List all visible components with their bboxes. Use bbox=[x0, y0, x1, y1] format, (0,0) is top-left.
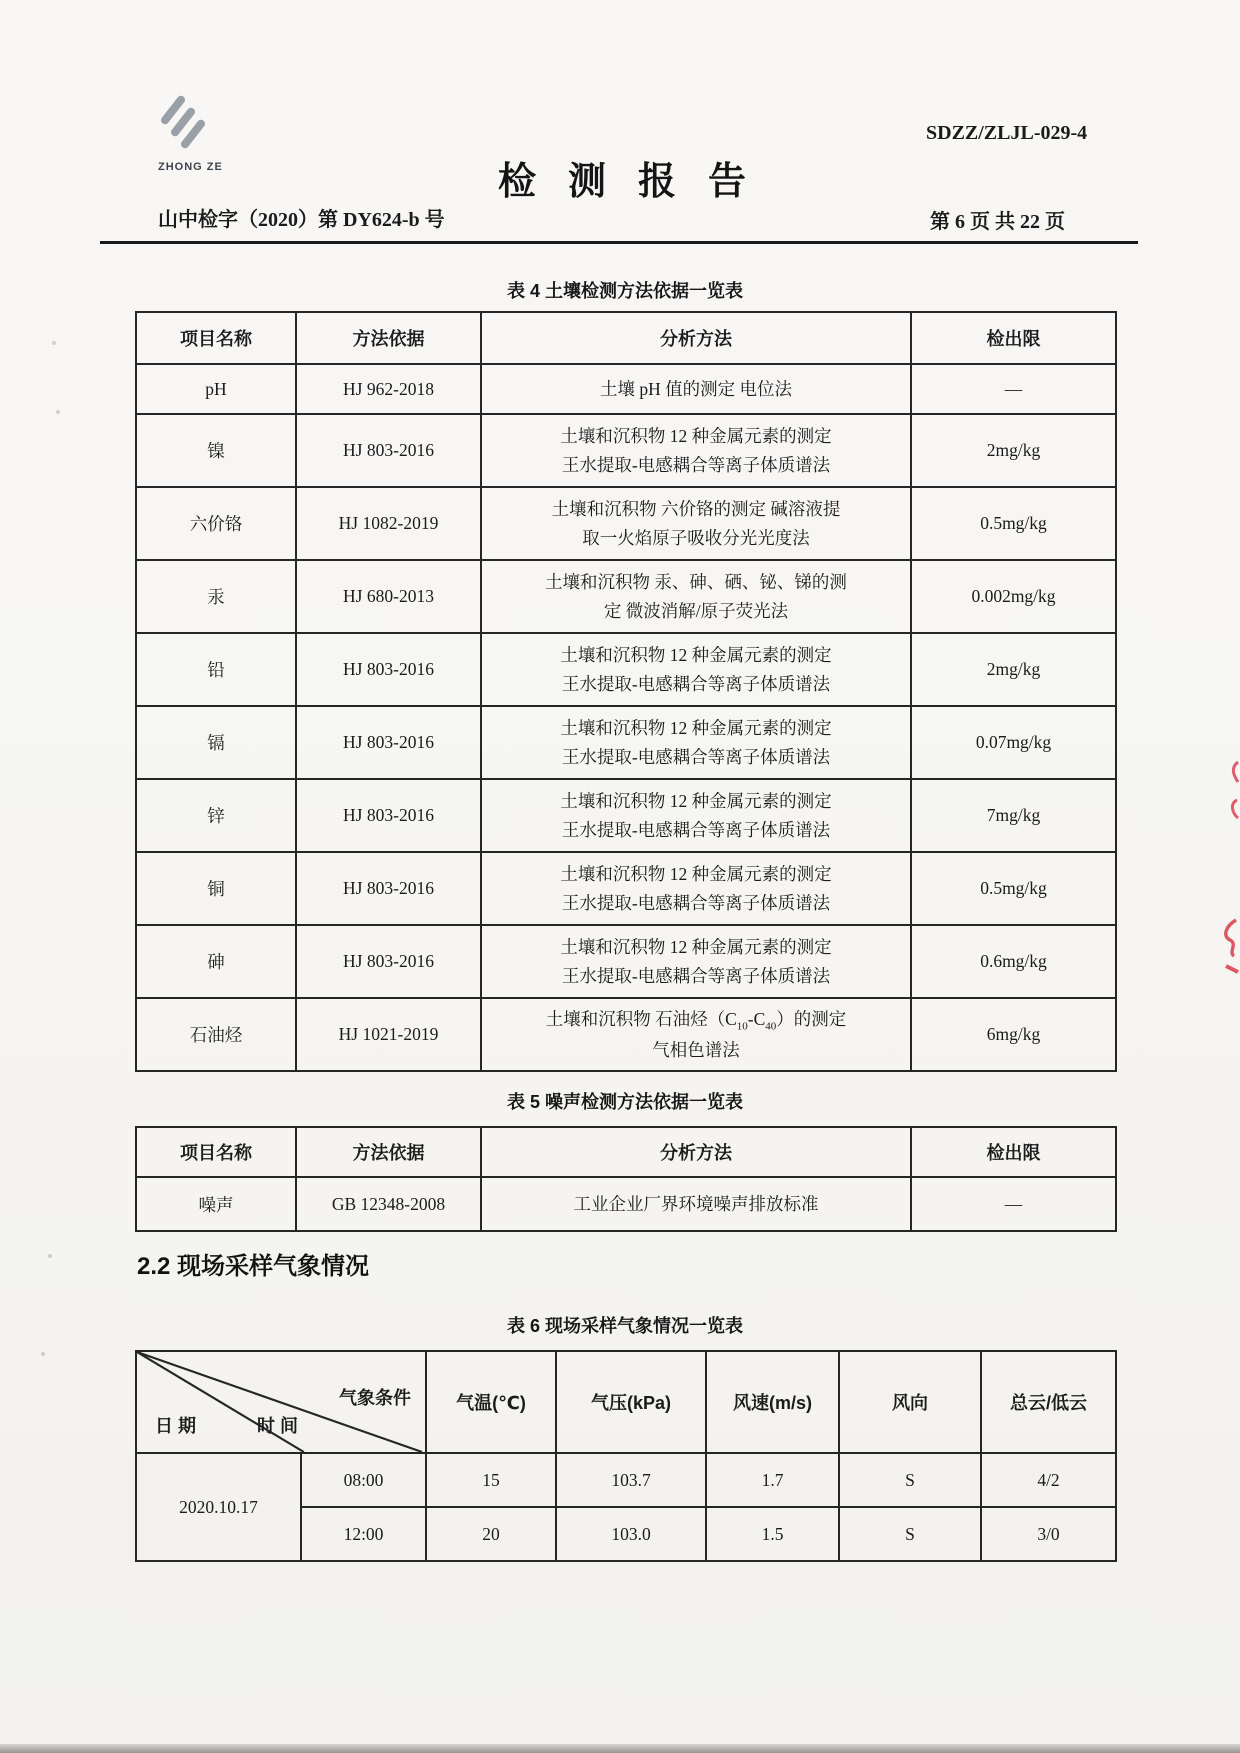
method-cell: HJ 803-2016 bbox=[296, 706, 481, 779]
time-cell: 08:00 bbox=[301, 1453, 426, 1507]
company-logo bbox=[158, 88, 228, 173]
col-item-name: 项目名称 bbox=[136, 1127, 296, 1177]
section-heading-2-2: 2.2 现场采样气象情况 bbox=[137, 1253, 370, 1280]
temperature-cell: 20 bbox=[426, 1507, 556, 1561]
analysis-cell bbox=[481, 487, 911, 560]
col-detection-limit: 检出限 bbox=[911, 1127, 1116, 1177]
table-row bbox=[136, 852, 1116, 925]
analysis-cell bbox=[481, 414, 911, 487]
logo-text: ZHONG ZE bbox=[158, 161, 223, 173]
item-cell: 镍 bbox=[136, 414, 296, 487]
limit-cell: 0.07mg/kg bbox=[911, 706, 1116, 779]
limit-cell: 2mg/kg bbox=[911, 633, 1116, 706]
table4 bbox=[135, 311, 1117, 1072]
limit-cell: 0.5mg/kg bbox=[911, 852, 1116, 925]
analysis-line: 取一火焰原子吸收分光光度法 bbox=[582, 527, 810, 548]
analysis-line: 土壤和沉积物 12 种金属元素的测定 bbox=[560, 718, 832, 739]
corner-label-time: 时 间 bbox=[257, 1416, 299, 1436]
logo-stripes-icon bbox=[158, 88, 210, 152]
item-cell: pH bbox=[136, 364, 296, 414]
table-row bbox=[136, 998, 1116, 1071]
limit-cell: — bbox=[911, 1177, 1116, 1231]
analysis-line: 王水提取-电感耦合等离子体质谱法 bbox=[561, 673, 831, 694]
scan-bottom-edge bbox=[0, 1744, 1240, 1753]
analysis-cell bbox=[481, 364, 911, 414]
analysis-line: 土壤和沉积物 汞、砷、硒、铋、锑的测 bbox=[545, 572, 847, 593]
table-row bbox=[136, 560, 1116, 633]
corner-header-cell bbox=[136, 1351, 426, 1453]
table-row bbox=[136, 414, 1116, 487]
table-row bbox=[136, 1177, 1116, 1231]
analysis-cell bbox=[481, 998, 911, 1071]
analysis-line: 土壤和沉积物 12 种金属元素的测定 bbox=[560, 645, 832, 666]
analysis-line: 土壤和沉积物 12 种金属元素的测定 bbox=[560, 426, 832, 447]
red-pen-mark-lower bbox=[1218, 918, 1240, 976]
method-cell: HJ 803-2016 bbox=[296, 414, 481, 487]
table6-title: 表 6 现场采样气象情况一览表 bbox=[506, 1316, 743, 1336]
header-rule bbox=[100, 241, 1138, 244]
analysis-cell bbox=[481, 852, 911, 925]
item-cell: 铅 bbox=[136, 633, 296, 706]
item-cell: 锌 bbox=[136, 779, 296, 852]
analysis-line: 王水提取-电感耦合等离子体质谱法 bbox=[561, 892, 831, 913]
col-item-name: 项目名称 bbox=[136, 312, 296, 364]
item-cell: 砷 bbox=[136, 925, 296, 998]
report-title: 检测报告 bbox=[498, 161, 779, 203]
scan-speck bbox=[52, 341, 56, 345]
analysis-cell bbox=[481, 1177, 911, 1231]
analysis-line: 王水提取-电感耦合等离子体质谱法 bbox=[561, 819, 831, 840]
analysis-cell bbox=[481, 633, 911, 706]
corner-label-weather: 气象条件 bbox=[339, 1388, 411, 1408]
table-row bbox=[136, 633, 1116, 706]
time-cell: 12:00 bbox=[301, 1507, 426, 1561]
analysis-cell bbox=[481, 706, 911, 779]
red-pen-mark-upper bbox=[1224, 760, 1240, 822]
method-cell: HJ 680-2013 bbox=[296, 560, 481, 633]
analysis-cell bbox=[481, 560, 911, 633]
analysis-line: 王水提取-电感耦合等离子体质谱法 bbox=[561, 746, 831, 767]
date-cell: 2020.10.17 bbox=[136, 1453, 301, 1561]
table4-body bbox=[136, 364, 1116, 1071]
item-cell: 石油烃 bbox=[136, 998, 296, 1071]
limit-cell: 0.002mg/kg bbox=[911, 560, 1116, 633]
table4-title: 表 4 土壤检测方法依据一览表 bbox=[506, 281, 743, 301]
table-row bbox=[136, 925, 1116, 998]
cloud-cell: 4/2 bbox=[981, 1453, 1116, 1507]
col-pressure: 气压(kPa) bbox=[556, 1351, 706, 1453]
item-cell: 六价铬 bbox=[136, 487, 296, 560]
col-temperature: 气温(℃) bbox=[426, 1351, 556, 1453]
method-cell: HJ 1021-2019 bbox=[296, 998, 481, 1071]
col-method-basis: 方法依据 bbox=[296, 1127, 481, 1177]
scan-speck bbox=[41, 1352, 45, 1356]
wind-speed-cell: 1.5 bbox=[706, 1507, 839, 1561]
method-cell: HJ 962-2018 bbox=[296, 364, 481, 414]
weather-row bbox=[136, 1453, 1116, 1507]
item-cell: 噪声 bbox=[136, 1177, 296, 1231]
item-cell: 铜 bbox=[136, 852, 296, 925]
col-method-basis: 方法依据 bbox=[296, 312, 481, 364]
analysis-cell bbox=[481, 925, 911, 998]
col-analysis-method: 分析方法 bbox=[481, 1127, 911, 1177]
table4-header bbox=[136, 312, 1116, 364]
cloud-cell: 3/0 bbox=[981, 1507, 1116, 1561]
table5-title: 表 5 噪声检测方法依据一览表 bbox=[506, 1092, 743, 1112]
item-cell: 镉 bbox=[136, 706, 296, 779]
method-cell: HJ 1082-2019 bbox=[296, 487, 481, 560]
limit-cell: 7mg/kg bbox=[911, 779, 1116, 852]
col-wind-speed: 风速(m/s) bbox=[706, 1351, 839, 1453]
method-cell: HJ 803-2016 bbox=[296, 852, 481, 925]
col-wind-direction: 风向 bbox=[839, 1351, 981, 1453]
analysis-line: 土壤和沉积物 六价铬的测定 碱溶液提 bbox=[551, 499, 841, 520]
page-info: 第 6 页 共 22 页 bbox=[930, 211, 1065, 233]
analysis-line: 土壤 pH 值的测定 电位法 bbox=[599, 378, 792, 399]
pressure-cell: 103.0 bbox=[556, 1507, 706, 1561]
scan-speck bbox=[56, 410, 60, 414]
wind-speed-cell: 1.7 bbox=[706, 1453, 839, 1507]
limit-cell: 0.6mg/kg bbox=[911, 925, 1116, 998]
table6-body bbox=[136, 1453, 1116, 1561]
table-row bbox=[136, 364, 1116, 414]
col-detection-limit: 检出限 bbox=[911, 312, 1116, 364]
analysis-line: 定 微波消解/原子荧光法 bbox=[603, 600, 789, 621]
wind-direction-cell: S bbox=[839, 1453, 981, 1507]
corner-label-date: 日 期 bbox=[155, 1416, 197, 1436]
table5-body bbox=[136, 1177, 1116, 1231]
doc-code: SDZZ/ZLJL-029-4 bbox=[926, 122, 1088, 144]
method-cell: HJ 803-2016 bbox=[296, 633, 481, 706]
analysis-line: 土壤和沉积物 石油烃$(C_{10}-C_{40})$的测定 bbox=[545, 1008, 847, 1033]
table5-header bbox=[136, 1127, 1116, 1177]
analysis-line: 工业企业厂界环境噪声排放标准 bbox=[573, 1193, 819, 1214]
table6-header bbox=[136, 1351, 1116, 1453]
item-cell: 汞 bbox=[136, 560, 296, 633]
analysis-line: 土壤和沉积物 12 种金属元素的测定 bbox=[560, 937, 832, 958]
limit-cell: — bbox=[911, 364, 1116, 414]
table-row bbox=[136, 706, 1116, 779]
col-analysis-method: 分析方法 bbox=[481, 312, 911, 364]
temperature-cell: 15 bbox=[426, 1453, 556, 1507]
method-cell: HJ 803-2016 bbox=[296, 779, 481, 852]
analysis-cell bbox=[481, 779, 911, 852]
analysis-line: 土壤和沉积物 12 种金属元素的测定 bbox=[560, 864, 832, 885]
method-cell: HJ 803-2016 bbox=[296, 925, 481, 998]
analysis-line: 王水提取-电感耦合等离子体质谱法 bbox=[561, 965, 831, 986]
method-cell: GB 12348-2008 bbox=[296, 1177, 481, 1231]
limit-cell: 6mg/kg bbox=[911, 998, 1116, 1071]
col-cloud: 总云/低云 bbox=[981, 1351, 1116, 1453]
limit-cell: 0.5mg/kg bbox=[911, 487, 1116, 560]
table6 bbox=[135, 1350, 1117, 1562]
wind-direction-cell: S bbox=[839, 1507, 981, 1561]
report-number: 山中检字（2020）第 DY624-b 号 bbox=[158, 209, 445, 231]
table-row bbox=[136, 779, 1116, 852]
limit-cell: 2mg/kg bbox=[911, 414, 1116, 487]
analysis-line: 王水提取-电感耦合等离子体质谱法 bbox=[561, 454, 831, 475]
analysis-line: 土壤和沉积物 12 种金属元素的测定 bbox=[560, 791, 832, 812]
table5 bbox=[135, 1126, 1117, 1232]
pressure-cell: 103.7 bbox=[556, 1453, 706, 1507]
scan-speck bbox=[48, 1254, 52, 1258]
analysis-line: 气相色谱法 bbox=[652, 1039, 740, 1060]
table-row bbox=[136, 487, 1116, 560]
